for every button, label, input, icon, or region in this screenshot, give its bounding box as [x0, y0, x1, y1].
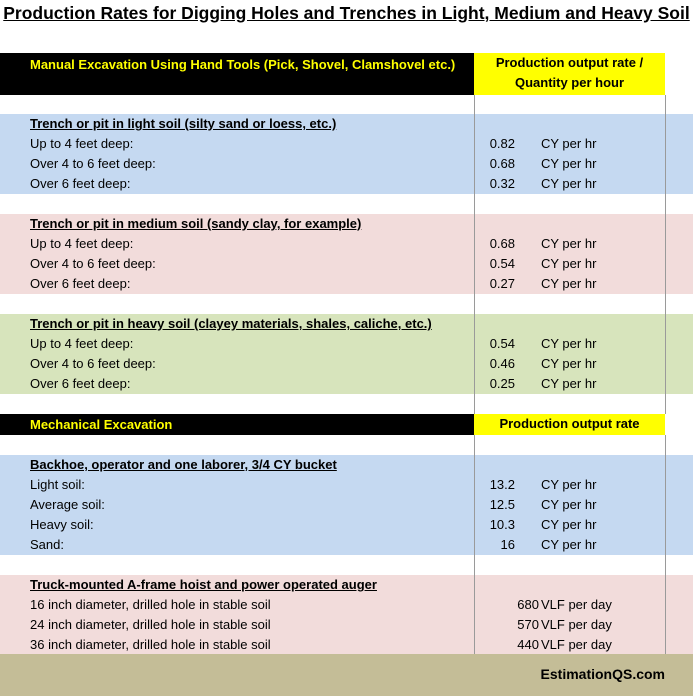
- table-row: [0, 254, 693, 274]
- row-label: Over 4 to 6 feet deep:: [30, 256, 156, 271]
- section-heading-row: [0, 575, 693, 595]
- row-unit: CY per hr: [541, 136, 597, 151]
- row-value: 0.27: [489, 276, 515, 291]
- row-value: 0.68: [489, 236, 515, 251]
- mechanical-header-rate: Production output rate: [474, 414, 665, 435]
- table-row: [0, 374, 693, 394]
- spacer-row: [0, 555, 693, 575]
- row-label: Over 4 to 6 feet deep:: [30, 356, 156, 371]
- row-value: 0.68: [489, 156, 515, 171]
- spacer-row: [0, 194, 693, 214]
- brand-text: EstimationQS.com: [540, 666, 665, 682]
- row-unit: CY per hr: [541, 176, 597, 191]
- table-row: [0, 354, 693, 374]
- table-row: [0, 334, 693, 354]
- manual-header-label: Manual Excavation Using Hand Tools (Pick, Shovel, Clamshovel etc.): [0, 53, 474, 95]
- section-heading: Truck-mounted A-frame hoist and power operated auger: [30, 577, 377, 592]
- spacer-row: [0, 394, 693, 414]
- row-label: Over 4 to 6 feet deep:: [30, 156, 156, 171]
- row-unit: CY per hr: [541, 276, 597, 291]
- row-label: 36 inch diameter, drilled hole in stable soil: [30, 637, 271, 652]
- mechanical-header-row: [0, 414, 693, 435]
- table-row: [0, 595, 693, 615]
- spacer-row: [0, 294, 693, 314]
- table-row: [0, 535, 693, 555]
- mechanical-header-label: Mechanical Excavation: [0, 414, 474, 435]
- row-value: 16: [500, 537, 515, 552]
- row-unit: CY per hr: [541, 356, 597, 371]
- section-heading: Backhoe, operator and one laborer, 3/4 CY bucket: [30, 457, 337, 472]
- row-unit: CY per hr: [541, 336, 597, 351]
- row-unit: CY per hr: [541, 477, 597, 492]
- row-label: Average soil:: [30, 497, 105, 512]
- section-heading: Trench or pit in light soil (silty sand or loess, etc.): [30, 116, 337, 131]
- row-unit: VLF per day: [541, 637, 612, 652]
- table-row: [0, 234, 693, 254]
- row-value: 0.54: [489, 336, 515, 351]
- row-value: 0.32: [489, 176, 515, 191]
- row-label: Heavy soil:: [30, 517, 94, 532]
- table-row: [0, 615, 693, 635]
- row-unit: CY per hr: [541, 537, 597, 552]
- row-value: 680: [517, 597, 539, 612]
- section-heading-row: [0, 455, 693, 475]
- table-row: [0, 495, 693, 515]
- row-unit: CY per hr: [541, 376, 597, 391]
- section-heading: Trench or pit in heavy soil (clayey materials, shales, caliche, etc.): [30, 316, 432, 331]
- row-unit: CY per hr: [541, 236, 597, 251]
- table-row: [0, 515, 693, 535]
- row-label: Light soil:: [30, 477, 85, 492]
- row-label: Up to 4 feet deep:: [30, 236, 134, 251]
- row-label: Over 6 feet deep:: [30, 176, 131, 191]
- row-label: Up to 4 feet deep:: [30, 136, 134, 151]
- table-row: [0, 154, 693, 174]
- row-unit: CY per hr: [541, 517, 597, 532]
- row-unit: CY per hr: [541, 497, 597, 512]
- row-value: 12.5: [489, 497, 515, 512]
- row-unit: CY per hr: [541, 156, 597, 171]
- table-row: [0, 174, 693, 194]
- footer: [0, 654, 693, 696]
- row-label: Over 6 feet deep:: [30, 376, 131, 391]
- row-value: 570: [517, 617, 539, 632]
- section-heading-row: [0, 114, 693, 134]
- row-label: 24 inch diameter, drilled hole in stable soil: [30, 617, 271, 632]
- row-label: Sand:: [30, 537, 64, 552]
- page-title-text: Production Rates for Digging Holes and Trenches in Light, Medium and Heavy Soil: [3, 3, 690, 23]
- table-row: [0, 635, 693, 654]
- row-label: 16 inch diameter, drilled hole in stable soil: [30, 597, 271, 612]
- spacer-row: [0, 435, 693, 455]
- row-label: Up to 4 feet deep:: [30, 336, 134, 351]
- manual-header-row: [0, 53, 693, 95]
- row-value: 0.54: [489, 256, 515, 271]
- row-label: Over 6 feet deep:: [30, 276, 131, 291]
- row-value: 440: [517, 637, 539, 652]
- row-value: 13.2: [489, 477, 515, 492]
- table-row: [0, 274, 693, 294]
- section-heading: Trench or pit in medium soil (sandy clay, for example): [30, 216, 362, 231]
- table-row: [0, 475, 693, 495]
- row-unit: VLF per day: [541, 597, 612, 612]
- section-heading-row: [0, 314, 693, 334]
- row-value: 0.46: [489, 356, 515, 371]
- table-row: [0, 134, 693, 154]
- spacer-row: [0, 95, 693, 114]
- row-unit: VLF per day: [541, 617, 612, 632]
- row-unit: CY per hr: [541, 256, 597, 271]
- page-title: [0, 0, 693, 53]
- manual-header-rate: Production output rate / Quantity per hour: [474, 53, 665, 95]
- section-heading-row: [0, 214, 693, 234]
- row-value: 0.82: [489, 136, 515, 151]
- row-value: 0.25: [489, 376, 515, 391]
- row-value: 10.3: [489, 517, 515, 532]
